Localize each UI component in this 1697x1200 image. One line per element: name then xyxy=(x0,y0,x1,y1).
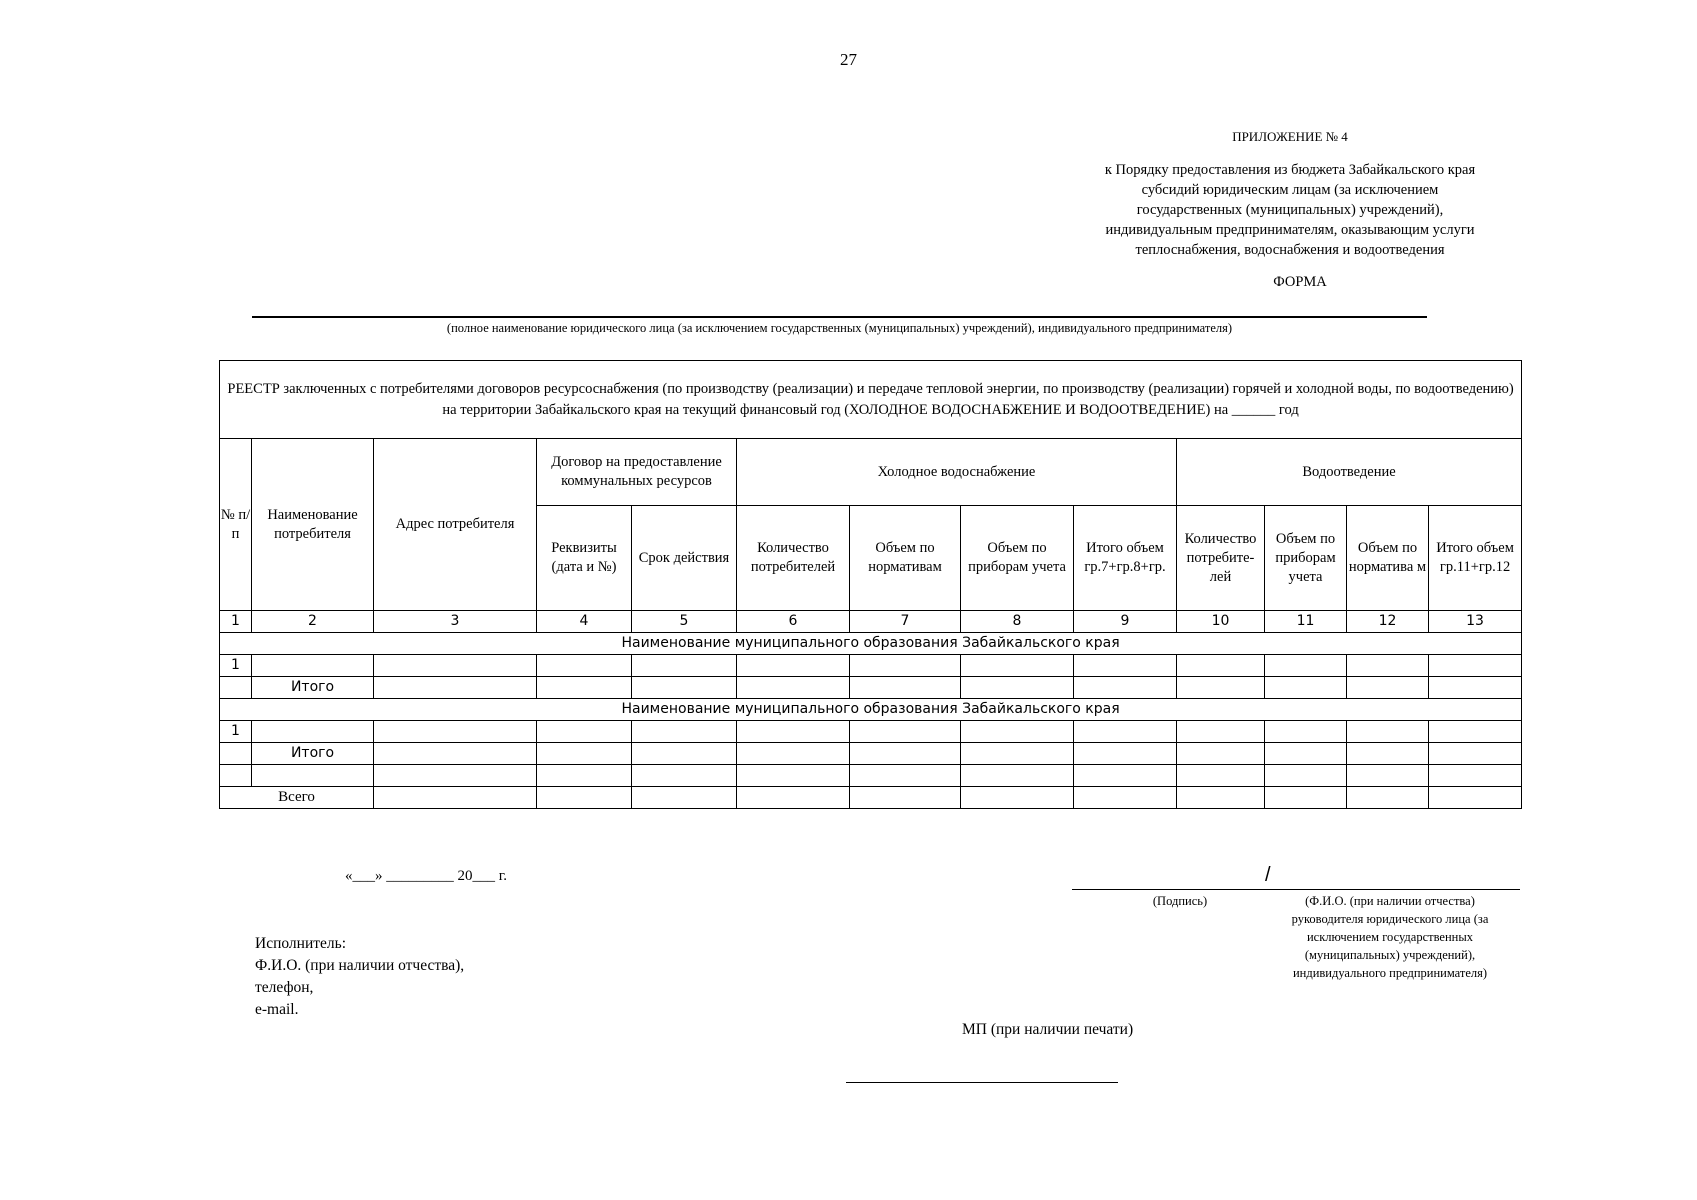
header-details: Реквизиты (дата и №) xyxy=(537,506,632,611)
table-cell[interactable] xyxy=(1429,721,1522,743)
table-cell[interactable] xyxy=(737,677,850,699)
table-row xyxy=(220,743,1522,765)
column-number: 5 xyxy=(632,611,737,633)
table-cell[interactable] xyxy=(537,765,632,787)
column-number: 11 xyxy=(1265,611,1347,633)
column-number: 6 xyxy=(737,611,850,633)
table-cell[interactable] xyxy=(1265,677,1347,699)
table-cell[interactable] xyxy=(850,677,961,699)
page-number: 27 xyxy=(840,50,857,69)
header-consumer-name: Наименование потребителя xyxy=(252,439,374,611)
table-cell[interactable] xyxy=(1347,787,1429,809)
table-row xyxy=(220,765,1522,787)
header-cw-meter: Объем по приборам учета xyxy=(961,506,1074,611)
table-cell[interactable] xyxy=(1177,721,1265,743)
table-cell[interactable] xyxy=(374,787,537,809)
column-number: 8 xyxy=(961,611,1074,633)
table-cell[interactable] xyxy=(632,765,737,787)
appendix-text xyxy=(1090,160,1490,260)
table-cell[interactable] xyxy=(220,743,252,765)
appendix-line: теплоснабжения, водоснабжения и водоотведения xyxy=(1135,242,1445,258)
total-label: Всего xyxy=(220,787,374,809)
header-address: Адрес потребителя xyxy=(374,439,537,611)
table-cell[interactable] xyxy=(737,721,850,743)
appendix-line: индивидуальным предпринимателям, оказывающим услуги xyxy=(1105,222,1475,238)
table-cell[interactable] xyxy=(737,743,850,765)
column-number: 9 xyxy=(1074,611,1177,633)
registry-table xyxy=(219,360,1522,809)
signature-slash: / xyxy=(1265,864,1271,886)
column-number: 4 xyxy=(537,611,632,633)
table-cell[interactable] xyxy=(850,787,961,809)
table-cell[interactable] xyxy=(1265,765,1347,787)
table-cell[interactable] xyxy=(1429,787,1522,809)
section-header: Наименование муниципального образования Забайкальского края xyxy=(220,633,1522,655)
row-number: 1 xyxy=(220,721,252,743)
table-cell[interactable] xyxy=(1429,677,1522,699)
table-cell[interactable] xyxy=(961,787,1074,809)
executor-line: Ф.И.О. (при наличии отчества), xyxy=(255,957,465,974)
table-cell[interactable] xyxy=(1074,721,1177,743)
table-cell[interactable] xyxy=(737,655,850,677)
table-cell[interactable] xyxy=(961,721,1074,743)
table-cell[interactable] xyxy=(961,743,1074,765)
table-cell[interactable] xyxy=(1074,765,1177,787)
table-cell[interactable] xyxy=(961,765,1074,787)
table-cell[interactable] xyxy=(1177,655,1265,677)
executor-line: телефон, xyxy=(255,979,314,996)
table-cell[interactable] xyxy=(1265,743,1347,765)
section-header: Наименование муниципального образования Забайкальского края xyxy=(220,699,1522,721)
form-label: ФОРМА xyxy=(1273,274,1327,290)
table-cell[interactable] xyxy=(374,765,537,787)
table-cell[interactable] xyxy=(1347,765,1429,787)
fio-caption-line: (Ф.И.О. (при наличии отчества) xyxy=(1305,894,1475,908)
appendix-line: к Порядку предоставления из бюджета Забайкальского края xyxy=(1104,162,1476,178)
table-cell[interactable] xyxy=(850,743,961,765)
column-number: 3 xyxy=(374,611,537,633)
header-num: № п/п xyxy=(220,439,252,611)
table-cell[interactable] xyxy=(632,655,737,677)
table-cell[interactable] xyxy=(1265,787,1347,809)
table-cell[interactable] xyxy=(374,743,537,765)
registry-title: РЕЕСТР заключенных с потребителями договоров ресурсоснабжения (по производству (реализации) и передаче тепловой энергии, по производству (реализации) горячей и холодной воды, по водоотведению) на территории Забайкальского края на текущий финансовый год (ХОЛОДНОЕ ВОДОСНАБЖЕНИЕ И ВОДООТВЕДЕНИЕ) на ______ год xyxy=(220,361,1522,439)
header-dr-total xyxy=(1429,506,1522,611)
table-cell[interactable] xyxy=(374,677,537,699)
table-cell[interactable] xyxy=(1177,677,1265,699)
fio-caption xyxy=(1265,892,1515,982)
column-number: 13 xyxy=(1429,611,1522,633)
table-cell[interactable] xyxy=(850,765,961,787)
table-cell[interactable] xyxy=(1347,677,1429,699)
header-dr-total-label: Итого объем xyxy=(1436,540,1514,556)
table-cell[interactable] xyxy=(252,721,374,743)
table-cell[interactable] xyxy=(537,655,632,677)
executor-block xyxy=(255,933,464,1021)
table-cell[interactable] xyxy=(850,655,961,677)
table-cell[interactable] xyxy=(220,677,252,699)
column-number: 2 xyxy=(252,611,374,633)
date-line[interactable]: «___» _________ 20___ г. xyxy=(345,868,507,884)
table-cell[interactable] xyxy=(220,765,252,787)
table-cell[interactable] xyxy=(1074,743,1177,765)
table-cell[interactable] xyxy=(374,655,537,677)
header-cw-norm: Объем по нормативам xyxy=(850,506,961,611)
header-dr-consumers: Количество потребите-лей xyxy=(1177,506,1265,611)
table-cell[interactable] xyxy=(252,765,374,787)
table-cell[interactable] xyxy=(537,677,632,699)
header-dr-total-formula: гр.11+гр.12 xyxy=(1439,559,1511,575)
header-drainage: Водоотведение xyxy=(1177,439,1522,506)
subtotal-label: Итого xyxy=(252,743,374,765)
table-cell[interactable] xyxy=(374,721,537,743)
executor-line: e-mail. xyxy=(255,1001,299,1018)
appendix-title: ПРИЛОЖЕНИЕ № 4 xyxy=(1232,129,1348,144)
table-cell[interactable] xyxy=(1177,743,1265,765)
table-cell[interactable] xyxy=(1429,655,1522,677)
table-cell[interactable] xyxy=(632,787,737,809)
fio-caption-line: индивидуального предпринимателя) xyxy=(1292,966,1488,980)
subtotal-label: Итого xyxy=(252,677,374,699)
table-cell[interactable] xyxy=(537,743,632,765)
header-cold-water: Холодное водоснабжение xyxy=(737,439,1177,506)
table-cell[interactable] xyxy=(537,721,632,743)
table-cell[interactable] xyxy=(961,655,1074,677)
table-cell[interactable] xyxy=(961,677,1074,699)
stamp-line xyxy=(846,1082,1118,1083)
appendix-line: субсидий юридическим лицам (за исключением xyxy=(1141,182,1439,198)
table-cell[interactable] xyxy=(1177,787,1265,809)
table-cell[interactable] xyxy=(632,677,737,699)
column-number: 7 xyxy=(850,611,961,633)
table-cell[interactable] xyxy=(537,787,632,809)
table-cell[interactable] xyxy=(737,787,850,809)
header-term: Срок действия xyxy=(632,506,737,611)
table-cell[interactable] xyxy=(737,765,850,787)
table-cell[interactable] xyxy=(1429,743,1522,765)
column-number: 12 xyxy=(1347,611,1429,633)
fio-caption-line: исключением государственных xyxy=(1306,930,1473,944)
appendix-line: государственных (муниципальных) учреждений), xyxy=(1136,202,1444,218)
table-row xyxy=(220,787,1522,809)
stamp-label: МП (при наличии печати) xyxy=(962,1021,1134,1038)
fio-caption-line: руководителя юридического лица (за xyxy=(1291,912,1489,926)
row-number: 1 xyxy=(220,655,252,677)
table-cell[interactable] xyxy=(252,655,374,677)
header-contract: Договор на предоставление коммунальных ресурсов xyxy=(537,439,737,506)
table-row xyxy=(220,721,1522,743)
table-cell[interactable] xyxy=(1074,655,1177,677)
table-cell[interactable] xyxy=(1265,721,1347,743)
table-cell[interactable] xyxy=(632,743,737,765)
table-cell[interactable] xyxy=(1265,655,1347,677)
signature-line[interactable] xyxy=(1072,889,1520,890)
column-number: 1 xyxy=(220,611,252,633)
table-cell[interactable] xyxy=(850,721,961,743)
header-dr-norm: Объем по норматива м xyxy=(1347,506,1429,611)
signature-caption: (Подпись) xyxy=(1152,894,1208,908)
table-cell[interactable] xyxy=(1347,655,1429,677)
table-row xyxy=(220,655,1522,677)
organization-name-line xyxy=(252,316,1427,318)
table-cell[interactable] xyxy=(632,721,737,743)
table-cell[interactable] xyxy=(1347,743,1429,765)
table-cell[interactable] xyxy=(1074,787,1177,809)
table-cell[interactable] xyxy=(1177,765,1265,787)
executor-line: Исполнитель: xyxy=(255,935,347,952)
header-dr-meter: Объем по приборам учета xyxy=(1265,506,1347,611)
organization-caption: (полное наименование юридического лица (за исключением государственных (муниципальных) учреждений), индивидуального предпринимателя) xyxy=(446,321,1233,335)
table-cell[interactable] xyxy=(1074,677,1177,699)
table-cell[interactable] xyxy=(1347,721,1429,743)
fio-caption-line: (муниципальных) учреждений), xyxy=(1304,948,1476,962)
table-cell[interactable] xyxy=(1429,765,1522,787)
column-number: 10 xyxy=(1177,611,1265,633)
header-cw-total: Итого объем гр.7+гр.8+гр. xyxy=(1074,506,1177,611)
table-row xyxy=(220,677,1522,699)
header-cw-consumers: Количество потребителей xyxy=(737,506,850,611)
